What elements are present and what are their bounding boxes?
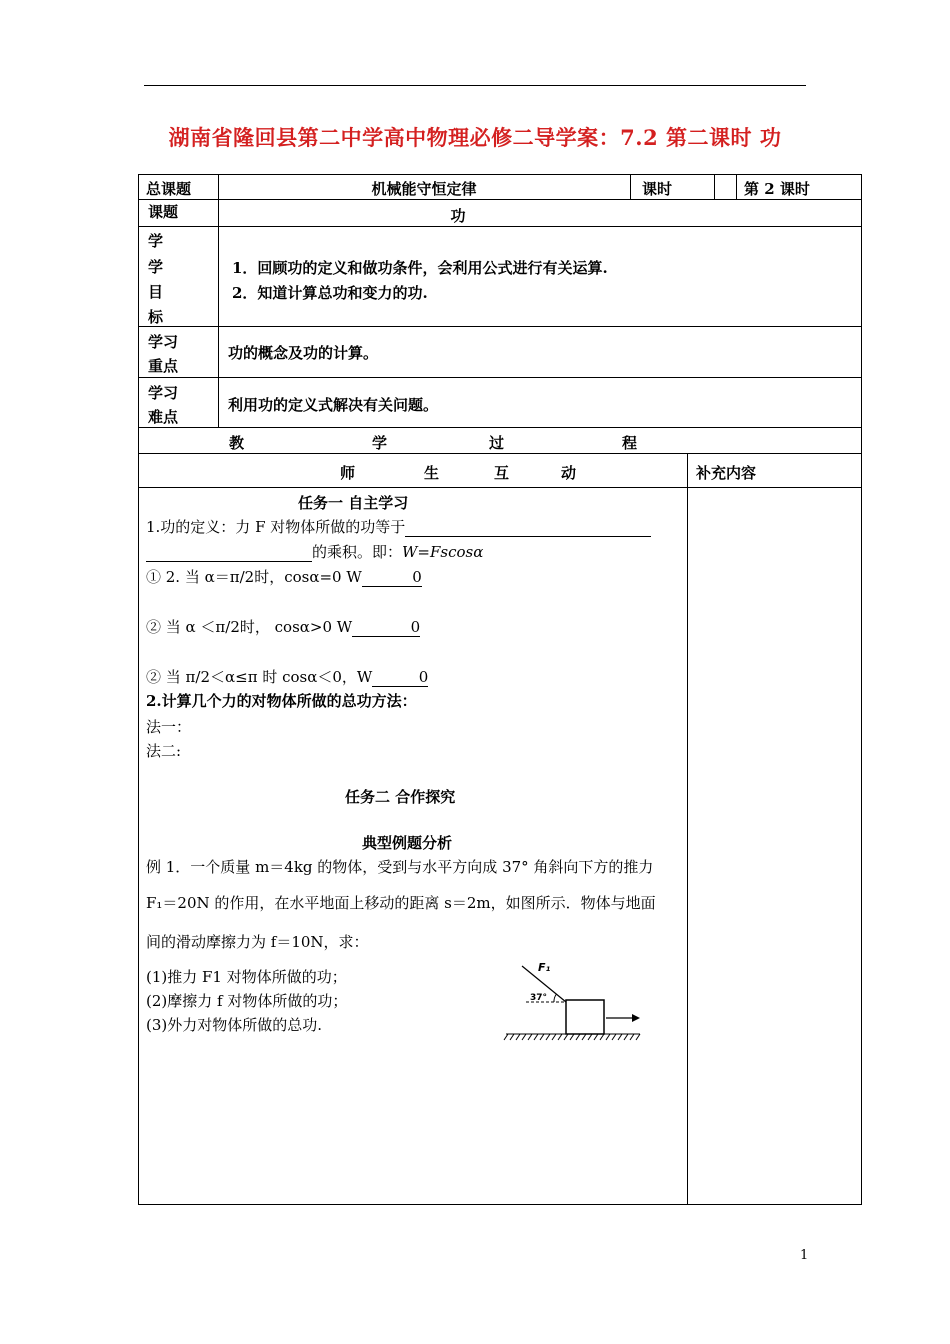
work-definition-line2 bbox=[146, 541, 483, 562]
difficulty-text: 利用功的定义式解决有关问题。 bbox=[228, 396, 439, 414]
work-definition-blank-2 bbox=[146, 543, 312, 562]
keypoints-label-2: 重点 bbox=[148, 357, 179, 375]
case-1 bbox=[146, 566, 422, 587]
header-rule bbox=[144, 85, 806, 86]
method-2: 法二: bbox=[146, 742, 182, 760]
work-definition-line1 bbox=[146, 516, 651, 537]
objective-item-1: 1．回顾功的定义和做功条件，会利用公式进行有关运算. bbox=[232, 259, 608, 277]
task1-heading: 任务一 自主学习 bbox=[298, 494, 409, 512]
supplement-header: 补充内容 bbox=[696, 464, 757, 482]
objectives-label-4: 标 bbox=[148, 308, 164, 326]
example-line-3: 间的滑动摩擦力为 f＝10N，求： bbox=[146, 933, 369, 951]
process-char-4: 程 bbox=[622, 434, 638, 452]
case-3-value: 0 bbox=[372, 668, 428, 687]
angle-label: 37° bbox=[530, 993, 548, 1003]
total-work-heading: 2.计算几个力的对物体所做的总功方法： bbox=[146, 692, 417, 710]
lesson-label: 课题 bbox=[148, 203, 179, 221]
objectives-label-1: 学 bbox=[148, 232, 164, 250]
process-char-2: 学 bbox=[372, 434, 388, 452]
motion-arrowhead bbox=[632, 1014, 640, 1022]
process-char-3: 过 bbox=[489, 434, 505, 452]
lesson-value: 功 bbox=[450, 207, 466, 225]
keypoints-text: 功的概念及功的计算。 bbox=[228, 344, 379, 362]
keypoints-label-1: 学习 bbox=[148, 333, 179, 351]
difficulty-label-1: 学习 bbox=[148, 384, 179, 402]
work-definition-suffix: 的乘积。即： bbox=[312, 543, 403, 561]
objectives-label-3: 目 bbox=[148, 283, 164, 301]
question-1: (1)推力 F1 对物体所做的功； bbox=[146, 968, 347, 986]
example-line-2: F₁＝20N 的作用，在水平地面上移动的距离 s＝2m，如图所示．物体与地面 bbox=[146, 894, 656, 912]
interaction-char-3: 互 bbox=[494, 464, 510, 482]
interaction-char-2: 生 bbox=[424, 464, 440, 482]
question-2: (2)摩擦力 f 对物体所做的功； bbox=[146, 992, 348, 1010]
example-subheading: 典型例题分析 bbox=[362, 834, 453, 852]
period-value: 第 2 课时 bbox=[744, 180, 810, 198]
objective-item-2: 2．知道计算总功和变力的功. bbox=[232, 284, 428, 302]
case-1-label: ① 2. 当 α＝π/2时，cosα=0 W bbox=[146, 568, 362, 586]
total-topic-value: 机械能守恒定律 bbox=[371, 180, 477, 198]
difficulty-label-2: 难点 bbox=[148, 408, 179, 426]
force-diagram bbox=[500, 958, 650, 1044]
total-topic-label: 总课题 bbox=[146, 180, 192, 198]
task2-heading: 任务二 合作探究 bbox=[345, 788, 456, 806]
page-number: 1 bbox=[800, 1248, 809, 1263]
document-title: 湖南省隆回县第二中学高中物理必修二导学案：7.2 第二课时 功 bbox=[168, 125, 782, 150]
question-3: (3)外力对物体所做的总功. bbox=[146, 1016, 323, 1034]
force-label-f1: F₁ bbox=[538, 961, 551, 974]
work-definition-blank-1 bbox=[405, 518, 651, 537]
case-1-value: 0 bbox=[362, 568, 422, 587]
method-1: 法一： bbox=[146, 718, 192, 736]
objectives-label-2: 学 bbox=[148, 258, 164, 276]
work-formula: W=Fscosα bbox=[402, 543, 484, 561]
angle-arc bbox=[554, 994, 557, 1002]
work-definition-prefix: 1.功的定义：力 F 对物体所做的功等于 bbox=[146, 518, 406, 536]
case-3-label: ② 当 π/2＜α≤π 时 cosα＜0，W bbox=[146, 668, 373, 686]
case-3 bbox=[146, 666, 428, 687]
case-2-value: 0 bbox=[352, 618, 420, 637]
interaction-char-1: 师 bbox=[340, 464, 356, 482]
example-line-1: 例 1．一个质量 m＝4kg 的物体，受到与水平方向成 37° 角斜向下方的推力 bbox=[146, 858, 654, 876]
case-2-label: ② 当 α ＜π/2时， cosα>0 W bbox=[146, 618, 353, 636]
case-2 bbox=[146, 616, 420, 637]
period-label: 课时 bbox=[642, 180, 673, 198]
process-char-1: 教 bbox=[229, 434, 245, 452]
interaction-char-4: 动 bbox=[561, 464, 577, 482]
ground-hatching bbox=[504, 1034, 640, 1040]
block bbox=[566, 1000, 604, 1034]
